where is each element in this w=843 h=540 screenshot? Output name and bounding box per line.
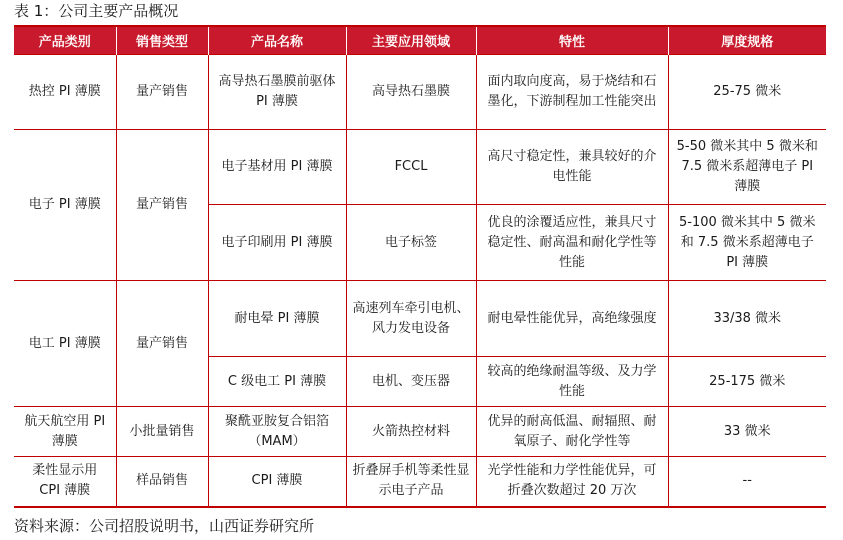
header-category: 产品类别 [14,27,116,55]
cell-application: 折叠屏手机等柔性显示电子产品 [346,457,476,507]
cell-feature: 光学性能和力学性能优异，可折叠次数超过 20 万次 [476,457,668,507]
cell-product: 电子基材用 PI 薄膜 [208,130,346,205]
cell-application: 火箭热控材料 [346,407,476,457]
product-overview-table [14,27,826,508]
cell-application: 高速列车牵引电机、风力发电设备 [346,281,476,357]
cell-sales-type: 量产销售 [116,281,208,407]
cell-product: CPI 薄膜 [208,457,346,507]
header-thickness: 厚度规格 [668,27,826,55]
table-row [14,130,826,205]
cell-category: 柔性显示用 CPI 薄膜 [14,457,116,507]
cell-application: 高导热石墨膜 [346,55,476,130]
cell-category: 电子 PI 薄膜 [14,130,116,281]
cell-application: FCCL [346,130,476,205]
cell-feature: 优良的涂覆适应性，兼具尺寸稳定性、耐高温和耐化学性等性能 [476,205,668,281]
cell-category: 热控 PI 薄膜 [14,55,116,130]
header-application: 主要应用领域 [346,27,476,55]
cell-feature: 较高的绝缘耐温等级、及力学性能 [476,357,668,407]
cell-thickness: 5-100 微米其中 5 微米和 7.5 微米系超薄电子 PI 薄膜 [668,205,826,281]
header-feature: 特性 [476,27,668,55]
header-product: 产品名称 [208,27,346,55]
cell-feature: 高尺寸稳定性，兼具较好的介电性能 [476,130,668,205]
header-sales-type: 销售类型 [116,27,208,55]
cell-category: 航天航空用 PI 薄膜 [14,407,116,457]
cell-product: 聚酰亚胺复合铝箔（MAM） [208,407,346,457]
cell-sales-type: 小批量销售 [116,407,208,457]
cell-application: 电子标签 [346,205,476,281]
table-row [14,55,826,130]
cell-thickness: -- [668,457,826,507]
cell-thickness: 25-175 微米 [668,357,826,407]
cell-thickness: 25-75 微米 [668,55,826,130]
cell-sales-type: 量产销售 [116,130,208,281]
cell-feature: 耐电晕性能优异，高绝缘强度 [476,281,668,357]
cell-thickness: 5-50 微米其中 5 微米和 7.5 微米系超薄电子 PI 薄膜 [668,130,826,205]
source-note: 资料来源：公司招股说明书，山西证券研究所 [14,517,315,535]
cell-sales-type: 样品销售 [116,457,208,507]
cell-category: 电工 PI 薄膜 [14,281,116,407]
cell-product: C 级电工 PI 薄膜 [208,357,346,407]
table-title: 表 1：公司主要产品概况 [14,2,179,20]
cell-application: 电机、变压器 [346,357,476,407]
cell-product: 电子印刷用 PI 薄膜 [208,205,346,281]
table-row [14,457,826,507]
cell-sales-type: 量产销售 [116,55,208,130]
cell-feature: 优异的耐高低温、耐辐照、耐氧原子、耐化学性等 [476,407,668,457]
cell-thickness: 33/38 微米 [668,281,826,357]
cell-product: 高导热石墨膜前驱体 PI 薄膜 [208,55,346,130]
cell-feature: 面内取向度高，易于烧结和石墨化，下游制程加工性能突出 [476,55,668,130]
cell-thickness: 33 微米 [668,407,826,457]
table-row [14,407,826,457]
cell-product: 耐电晕 PI 薄膜 [208,281,346,357]
table-row [14,281,826,357]
header-row [14,27,826,55]
